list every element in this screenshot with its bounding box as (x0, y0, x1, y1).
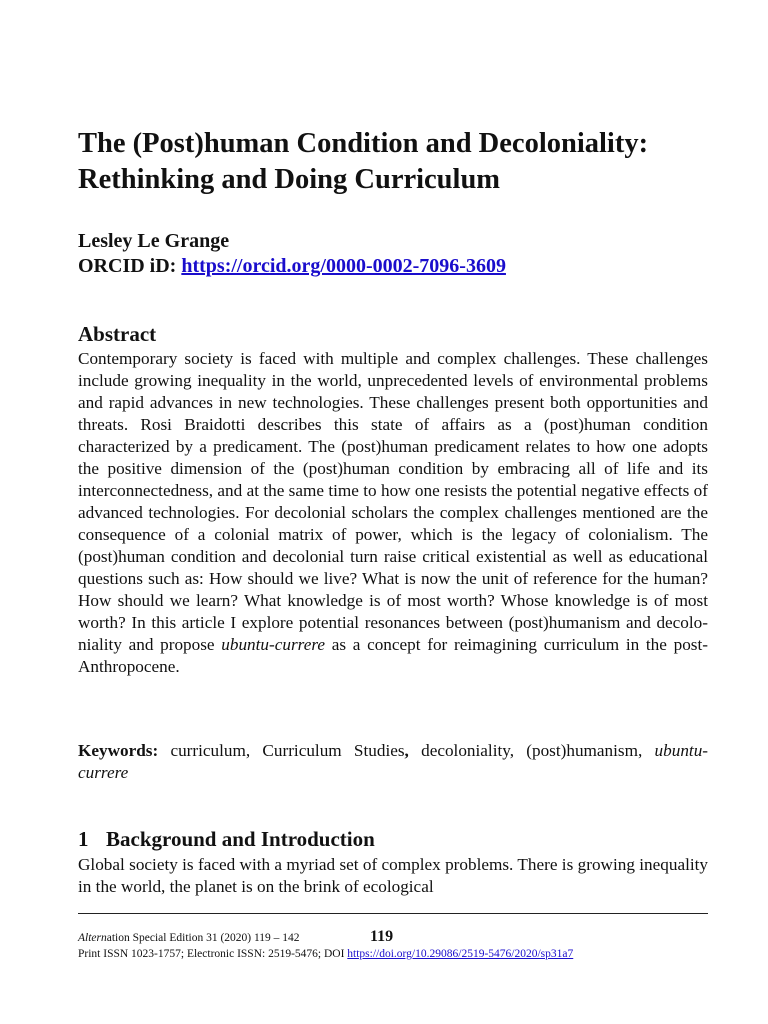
section-text: Global society is faced with a myriad set of complex problems. There is growing inequality in the world, the planet is on the brink of ecological (78, 855, 708, 896)
footer-journal-line (78, 932, 300, 944)
orcid-line (78, 254, 506, 279)
keywords-italic-term: ubuntu-currere (78, 741, 709, 782)
journal-name-italic: Altern (78, 932, 107, 944)
section-number: 1 (78, 827, 89, 851)
page-number: 119 (370, 928, 394, 945)
orcid-label: ORCID iD: (78, 255, 177, 277)
keywords-label: Keywords: (78, 741, 159, 760)
keywords-list-rest: decoloniality, (post)humanism, (408, 741, 655, 760)
footer-issn-line (78, 948, 573, 960)
doi-link[interactable]: https://doi.org/10.29086/2519-5476/2020/sp31a7 (347, 948, 574, 960)
section-heading (78, 827, 375, 852)
paper-page (78, 0, 708, 1024)
title-line-2: Rethinking and Doing Curriculum (78, 164, 501, 195)
title-line-1: The (Post)human Condition and Decoloniality: (78, 128, 649, 159)
keywords-bold-comma: , (404, 741, 409, 760)
abstract-italic-term: ubuntu-currere (221, 635, 326, 654)
keywords (78, 740, 708, 784)
keywords-list-start: curriculum, Curriculum Studies (158, 741, 405, 760)
abstract-text (78, 348, 708, 678)
issn-text: Print ISSN 1023-1757; Electronic ISSN: 2519-5476; DOI (78, 948, 348, 960)
footer-rule (78, 913, 708, 914)
abstract-text-main: Contemporary society is faced with multiple and complex challenges. These challenges include growing inequality in the world, unprecedented levels of environmental problems and rapid advances in new technologies. These challenges present both opportunities and threats. Rosi Braidotti describes this state of affairs as a (post)human condition characterized by a predicament. The (post)human predicament relates to how one adopts the positive dimension of the (post)human condition by embracing all of life and its interconnectedness, and at the same time to how one resists the potential negative effects of advanced technologies. For decolonial scholars the complex challenges mentioned are the consequence of a colonial matrix of power, which is the legacy of colonialism. The (post)human condition and decolonial turn raise critical existential as well as educational questions such as: How should we live? What is now the unit of reference for the human? How should we learn? What knowledge is of most worth? Whose knowledge is of most worth? In this article I explore potential resonances between (post)humanism and decolo-niality and propose (78, 349, 708, 654)
paper-title (78, 126, 708, 198)
orcid-link[interactable]: https://orcid.org/0000-0002-7096-3609 (181, 255, 506, 277)
abstract-heading: Abstract (78, 322, 157, 346)
section-title: Background and Introduction (106, 827, 375, 851)
author-block (78, 229, 506, 279)
abstract-text-end: as a concept for reimagining curriculum in the post-Anthropocene. (78, 635, 708, 676)
journal-name-rest: ation Special Edition 31 (2020) 119 – 142 (106, 932, 300, 944)
author-name: Lesley Le Grange (78, 230, 230, 252)
